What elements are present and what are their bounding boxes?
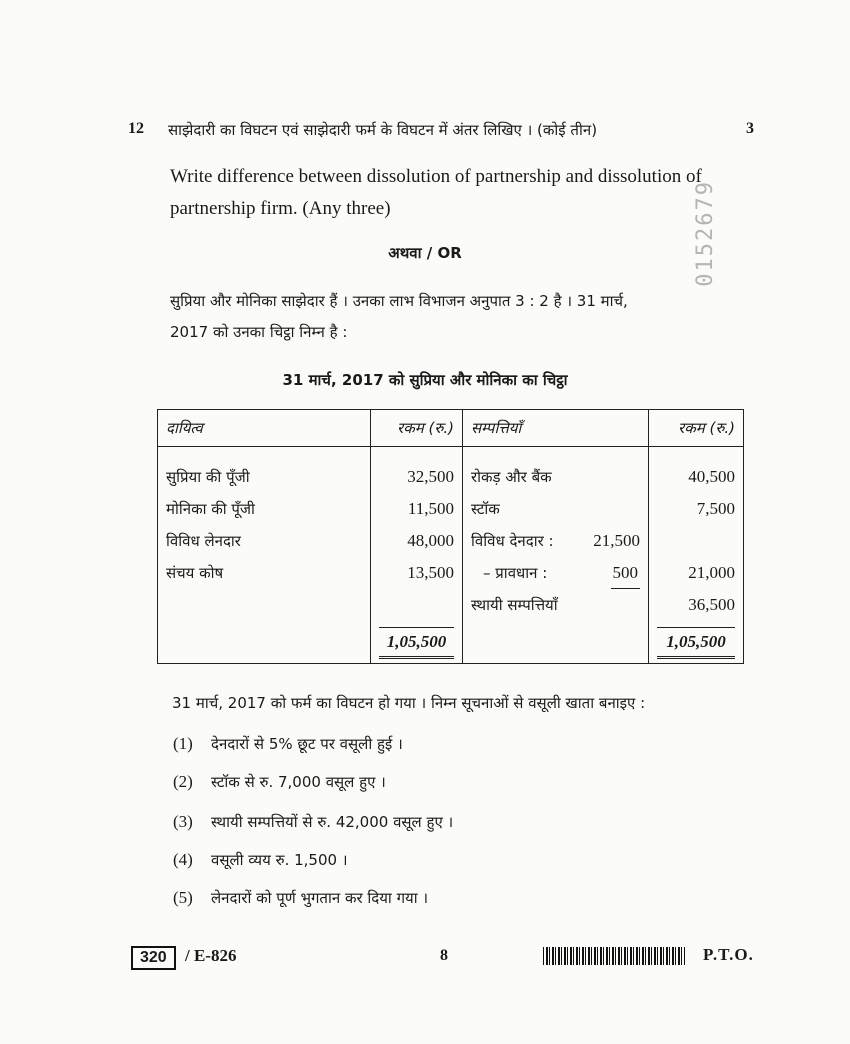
liabilities-column bbox=[158, 447, 371, 664]
table-header-row bbox=[158, 410, 744, 447]
intro-line1: सुप्रिया और मोनिका साझेदार हैं । उनका लाभ विभाजन अनुपात 3 : 2 है । 31 मार्च, bbox=[170, 292, 628, 310]
list-item: (3) स्थायी सम्पत्तियों से रु. 42,000 वसूल हुए । bbox=[173, 812, 454, 831]
asset-amount: 40,500 bbox=[688, 467, 735, 486]
asset-amount: 36,500 bbox=[688, 595, 735, 614]
liability-creditors: विविध लेनदार bbox=[166, 532, 241, 550]
or-label: अथवा / OR bbox=[388, 244, 462, 262]
asset-provision-label: – प्रावधान : bbox=[483, 564, 548, 582]
asset-debtors-label: विविध देनदार : bbox=[471, 532, 554, 550]
header-amount-liabilities: रकम (रु.) bbox=[371, 410, 463, 447]
asset-provision-value: 500 bbox=[611, 557, 641, 589]
liability-supriya-capital: सुप्रिया की पूँजी bbox=[166, 468, 250, 486]
asset-provision bbox=[471, 557, 640, 589]
list-item: (2) स्टॉक से रु. 7,000 वसूल हुए । bbox=[173, 772, 386, 791]
asset-debtors bbox=[471, 525, 640, 557]
asset-amount: 7,500 bbox=[696, 499, 735, 518]
liability-amount: 48,000 bbox=[407, 531, 454, 550]
question-hindi: साझेदारी का विघटन एवं साझेदारी फर्म के विघटन में अंतर लिखिए । (कोई तीन) bbox=[168, 121, 598, 139]
balance-sheet-title: 31 मार्च, 2017 को सुप्रिया और मोनिका का चिट्ठा bbox=[282, 371, 568, 389]
liability-amount: 13,500 bbox=[407, 563, 454, 582]
asset-cash-bank: रोकड़ और बैंक bbox=[471, 468, 552, 486]
footer-paper-code: / E-826 bbox=[185, 946, 237, 965]
pto-label: P.T.O. bbox=[703, 945, 754, 964]
question-english-line1: Write difference between dissolution of partnership and dissolution of bbox=[170, 166, 702, 187]
liability-amount: 32,500 bbox=[407, 467, 454, 486]
question-number: 12 bbox=[128, 120, 144, 137]
asset-amount: 21,000 bbox=[688, 563, 735, 582]
list-item: (1) देनदारों से 5% छूट पर वसूली हुई । bbox=[173, 734, 403, 753]
liability-reserve-fund: संचय कोष bbox=[166, 564, 224, 582]
question-english-line2: partnership firm. (Any three) bbox=[170, 198, 391, 219]
list-item: (5) लेनदारों को पूर्ण भुगतान कर दिया गया । bbox=[173, 888, 429, 907]
header-assets: सम्पत्तियाँ bbox=[463, 410, 649, 447]
intro-line2: 2017 को उनका चिट्ठा निम्न है : bbox=[170, 323, 348, 341]
watermark: 0152679 bbox=[693, 180, 718, 287]
liabilities-amount-column bbox=[371, 447, 463, 664]
asset-stock: स्टॉक bbox=[471, 500, 500, 518]
barcode bbox=[543, 947, 685, 965]
liability-amount: 11,500 bbox=[407, 499, 454, 518]
assets-amount-column bbox=[649, 447, 744, 664]
asset-debtors-value: 21,500 bbox=[593, 531, 640, 550]
balance-sheet-table bbox=[157, 409, 744, 664]
question-marks: 3 bbox=[746, 120, 754, 137]
page-number: 8 bbox=[440, 947, 448, 964]
footer-box-code: 320 bbox=[131, 946, 176, 970]
table-body-row bbox=[158, 447, 744, 664]
header-liabilities: दायित्व bbox=[158, 410, 371, 447]
dissolution-intro: 31 मार्च, 2017 को फर्म का विघटन हो गया । निम्न सूचनाओं से वसूली खाता बनाइए : bbox=[172, 694, 646, 712]
total-assets: 1,05,500 bbox=[657, 627, 735, 659]
header-amount-assets: रकम (रु.) bbox=[649, 410, 744, 447]
assets-column bbox=[463, 447, 649, 664]
list-item: (4) वसूली व्यय रु. 1,500 । bbox=[173, 850, 348, 869]
total-liabilities: 1,05,500 bbox=[379, 627, 454, 659]
asset-fixed: स्थायी सम्पत्तियाँ bbox=[471, 596, 558, 614]
liability-monika-capital: मोनिका की पूँजी bbox=[166, 500, 255, 518]
